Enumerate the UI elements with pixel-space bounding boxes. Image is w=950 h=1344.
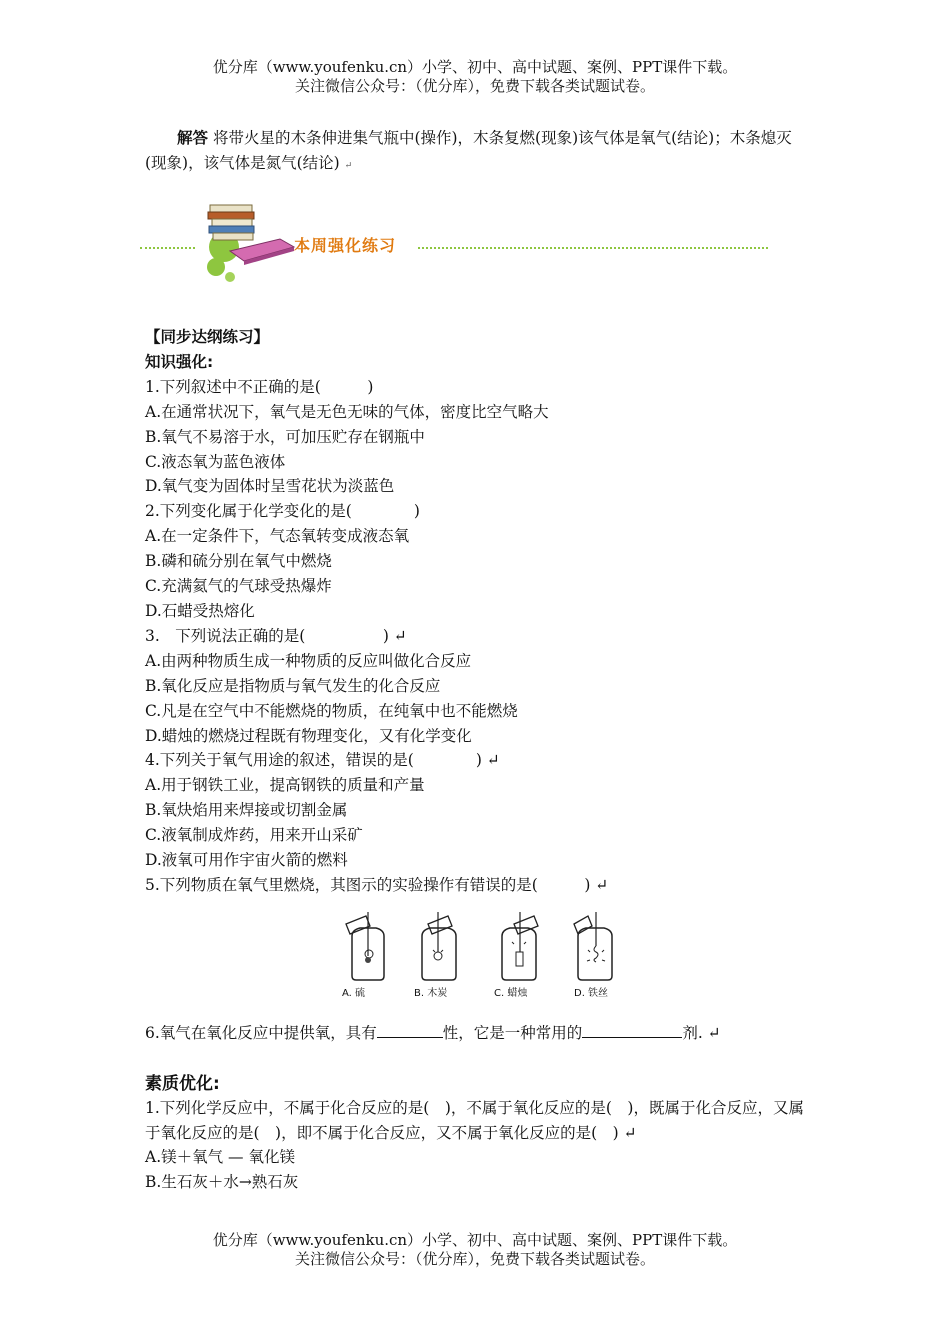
answer-label: 解答 (177, 129, 209, 147)
text-line: 1.下列叙述中不正确的是( ) (145, 377, 374, 396)
text-line: C.液氧制成炸药，用来开山采矿 (145, 826, 363, 845)
figure-label: A. 硫 (342, 988, 366, 999)
paragraph-mark: ↵ (344, 161, 353, 171)
text-line: B.氧化反应是指物质与氧气发生的化合反应 (145, 676, 441, 695)
text-line: 4.下列关于氧气用途的叙述，错误的是( ) ↵ (145, 751, 500, 770)
banner-title: 本周强化练习 (294, 236, 397, 255)
quality-option-a: A.镁＋氧气 — 氧化镁 (145, 1148, 295, 1166)
section-banner (140, 195, 770, 285)
figure-label: B. 木炭 (414, 988, 448, 999)
answer-blank[interactable] (582, 1021, 682, 1038)
text-line: D.液氧可用作宇宙火箭的燃料 (145, 851, 348, 870)
figure-label: C. 蜡烛 (494, 988, 528, 999)
experiment-figure (330, 912, 630, 998)
footer-line-1: 优分库（www.youfenku.cn）小学、初中、高中试题、案例、PPT课件下载。 (212, 1231, 738, 1249)
section-subheading: 知识强化: (145, 352, 214, 371)
quality-heading: 素质优化: (145, 1074, 220, 1094)
answer-blank[interactable] (377, 1021, 443, 1038)
section-heading: 【同步达纲练习】 (145, 328, 270, 346)
text-line: D.蜡烛的燃烧过程既有物理变化，又有化学变化 (145, 726, 472, 745)
answer-text: 将带火星的木条伸进集气瓶中(操作)，木条复燃(现象)该气体是氧气(结论)；木条熄灭(现象)，该气体是氮气(结论) (145, 129, 792, 172)
figure-label: D. 铁丝 (574, 988, 609, 999)
quality-option-b: B.生石灰＋水→熟石灰 (145, 1172, 299, 1191)
text-line: B.氧炔焰用来焊接或切割金属 (145, 801, 348, 820)
jar-iron-wire-icon (572, 912, 632, 982)
text-line: A.在通常状况下，氧气是无色无味的气体，密度比空气略大 (145, 402, 549, 421)
page-footer (0, 1231, 950, 1269)
text-line: D.石蜡受热熔化 (145, 601, 255, 620)
q6-part-2: 性，它是一种常用的 (442, 1024, 583, 1042)
text-line: D.氧气变为固体时呈雪花状为淡蓝色 (145, 477, 395, 496)
quality-question-1: 1.下列化学反应中，不属于化合反应的是( )，不属于氧化反应的是( )，既属于化合反应，又属于氧化反应的是( )，即不属于化合反应，又不属于氧化反应的是( ) ↵ (145, 1099, 804, 1142)
answer-paragraph (145, 126, 813, 179)
header-line-2: 关注微信公众号：（优分库），免费下载各类试题试卷。 (294, 77, 655, 95)
text-line: 2.下列变化属于化学变化的是( ) (145, 502, 420, 521)
text-line: A.用于钢铁工业，提高钢铁的质量和产量 (145, 776, 425, 795)
text-line: C.液态氧为蓝色液体 (145, 452, 286, 471)
text-line: B.磷和硫分别在氧气中燃烧 (145, 552, 332, 571)
text-line: 3. 下列说法正确的是( ) ↵ (145, 626, 407, 645)
quality-section (145, 1072, 815, 1194)
header-line-1: 优分库（www.youfenku.cn）小学、初中、高中试题、案例、PPT课件下载。 (212, 58, 738, 76)
q6-part-3: 剂. ↵ (682, 1024, 721, 1042)
jar-sulfur-icon (338, 912, 398, 982)
q6-part-1: 6.氧气在氧化反应中提供氧，具有 (145, 1024, 377, 1042)
question-6 (145, 1021, 721, 1045)
text-line: C.凡是在空气中不能燃烧的物质，在纯氧中也不能燃烧 (145, 701, 518, 720)
footer-line-2: 关注微信公众号：（优分库），免费下载各类试题试卷。 (294, 1250, 655, 1268)
text-line: B.氧气不易溶于水，可加压贮存在钢瓶中 (145, 427, 425, 446)
text-line: A.由两种物质生成一种物质的反应叫做化合反应 (145, 651, 472, 670)
text-line: 5.下列物质在氧气里燃烧，其图示的实验操作有错误的是( ) ↵ (145, 875, 609, 894)
page-header (0, 58, 950, 96)
dotted-line-left (140, 247, 195, 249)
jar-candle-icon (496, 912, 556, 982)
jar-charcoal-icon (414, 912, 474, 982)
exercise-section (145, 325, 815, 898)
dotted-line-right (418, 247, 768, 249)
text-line: A.在一定条件下，气态氧转变成液态氧 (145, 527, 410, 546)
text-line: C.充满氦气的气球受热爆炸 (145, 577, 332, 596)
